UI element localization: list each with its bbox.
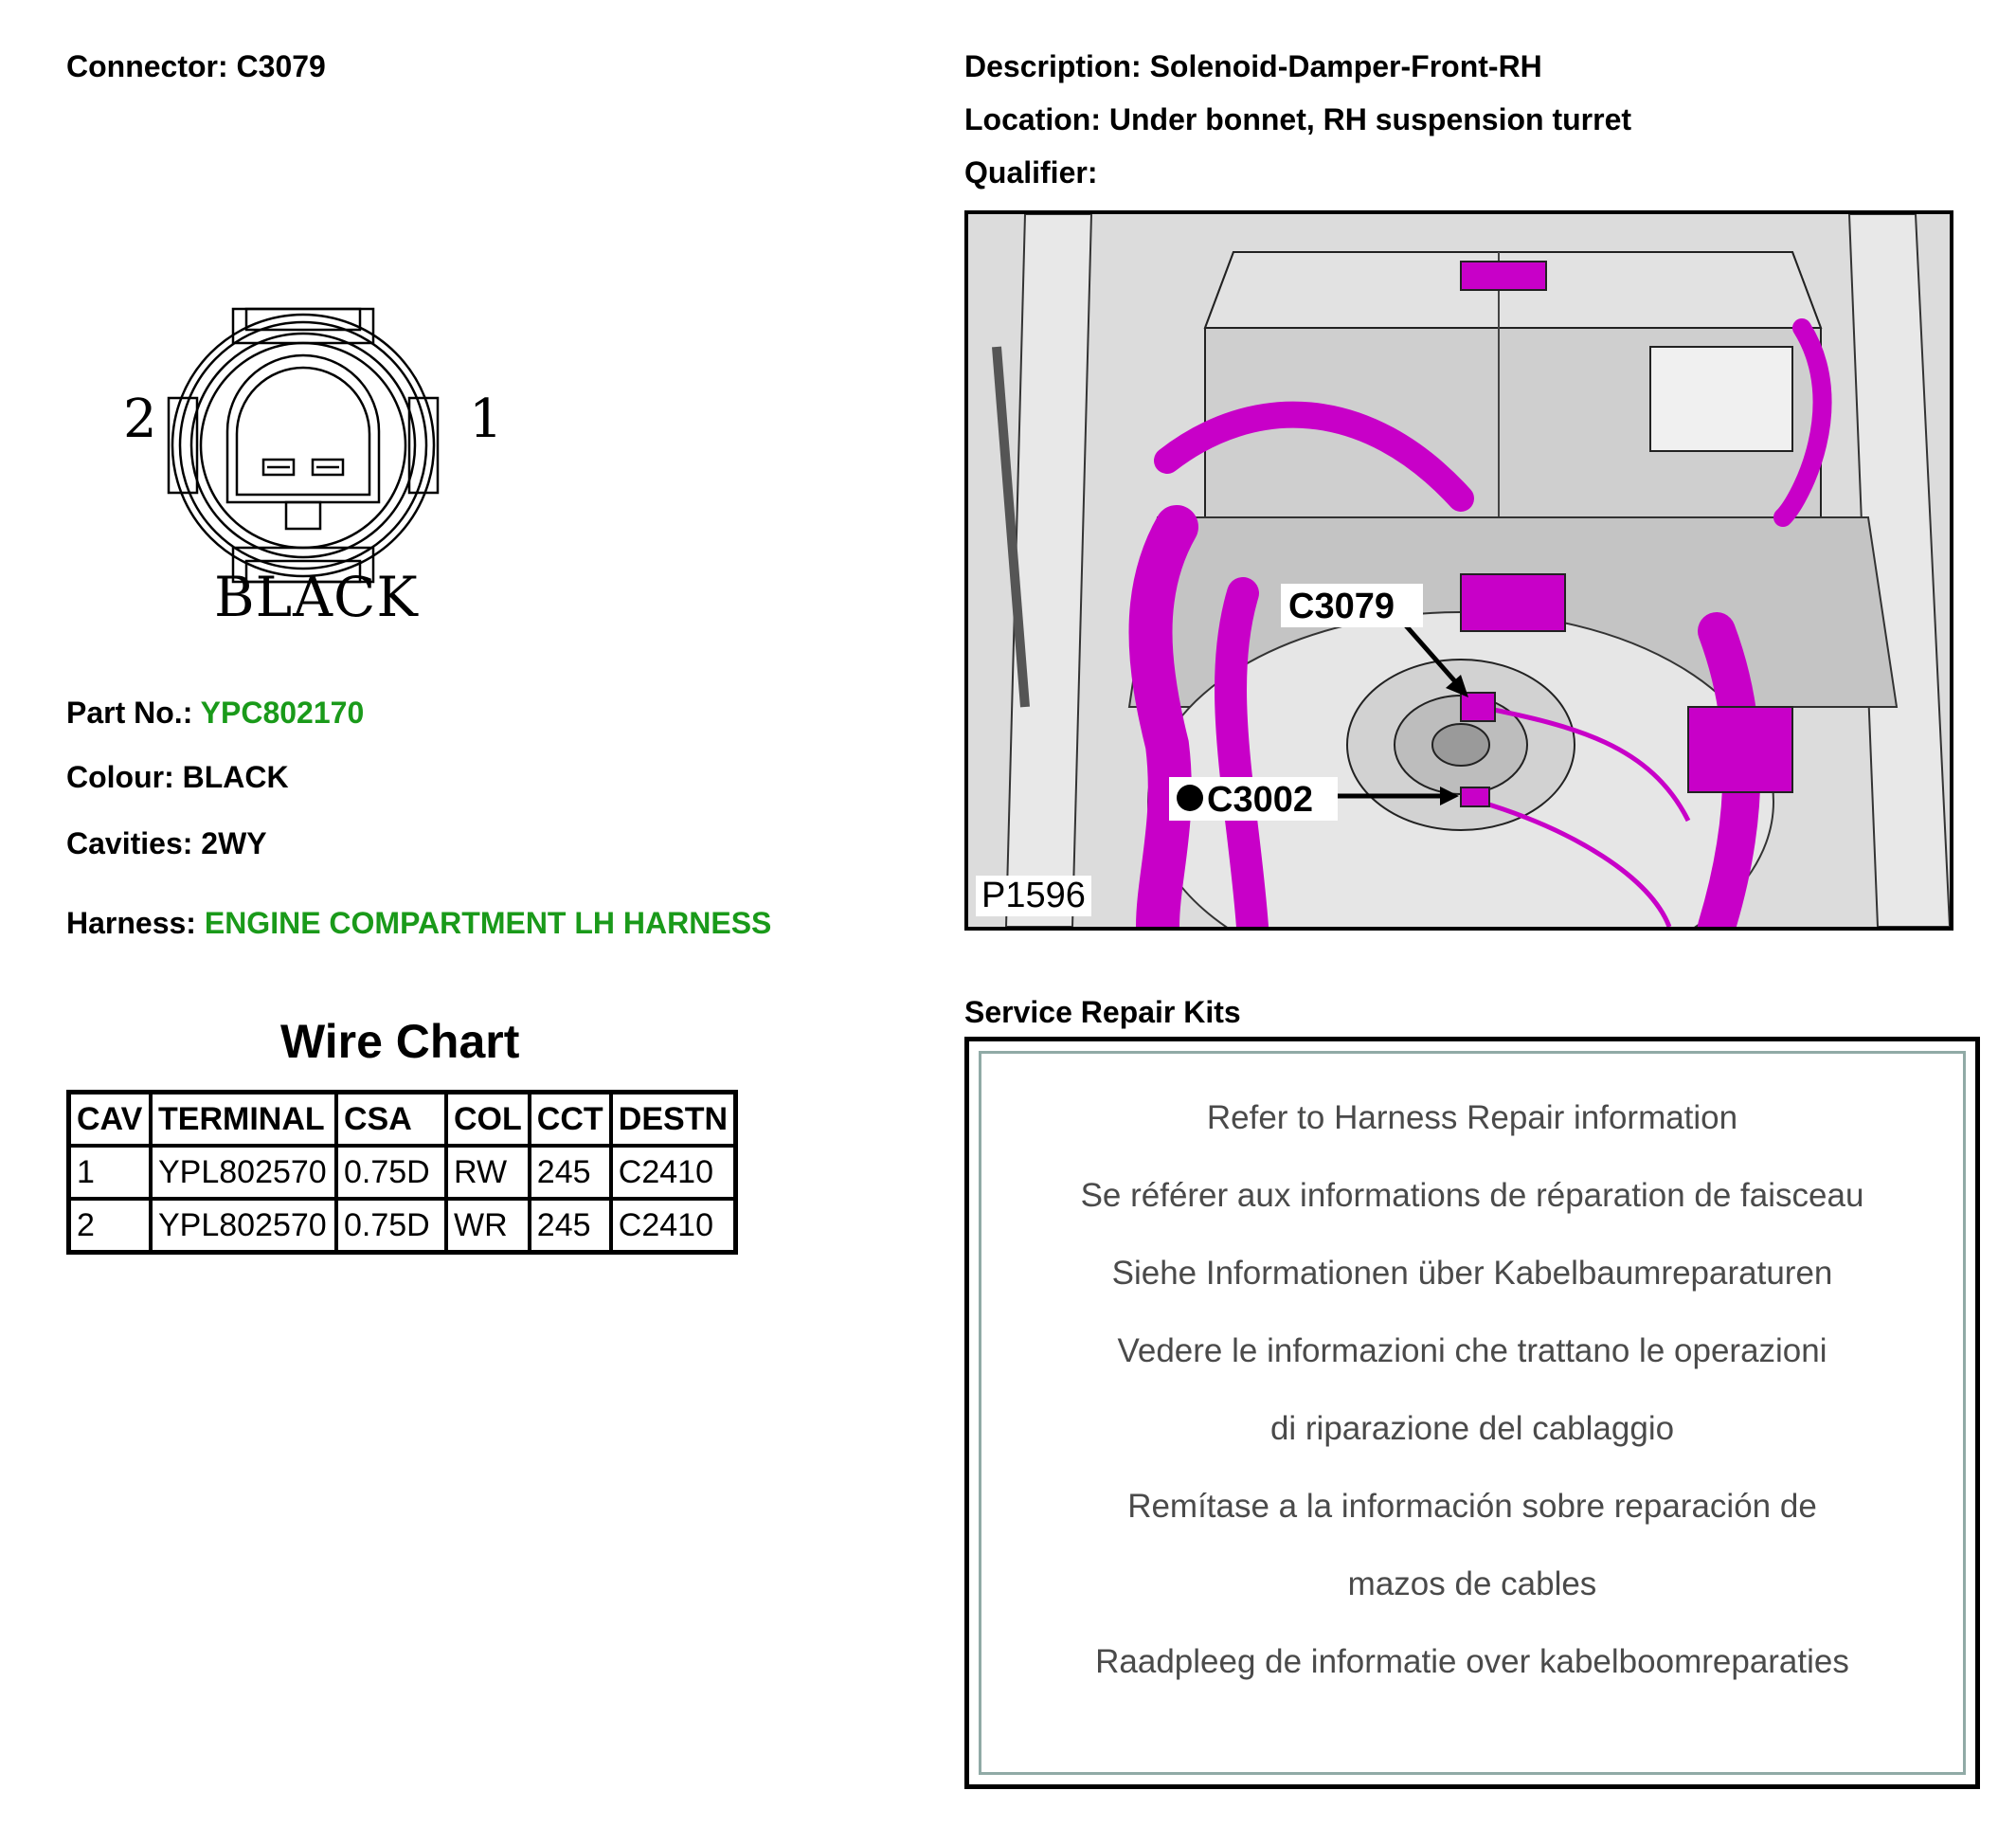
connector-colour-label: BLACK — [214, 565, 419, 629]
kit-line: Vedere le informazioni che trattano le operazioni — [1117, 1332, 1827, 1369]
header-terminal: TERMINAL — [151, 1093, 336, 1147]
kit-line: Raadpleeg de informatie over kabelboomreparaties — [1095, 1643, 1849, 1680]
pin-label-2: 2 — [123, 389, 157, 450]
colour-label: Colour: — [66, 760, 174, 794]
table-row — [69, 1199, 736, 1253]
connector-label: Connector: — [66, 49, 228, 83]
harness-label: Harness: — [66, 906, 196, 940]
harness-value: ENGINE COMPARTMENT LH HARNESS — [204, 906, 772, 940]
cavities-field — [66, 826, 267, 861]
pin-label-1: 1 — [469, 389, 503, 450]
callout-c3002: C3002 — [1207, 780, 1313, 820]
location-label: Location: — [964, 102, 1101, 136]
qualifier-label: Qualifier: — [964, 155, 1098, 190]
photo-id: P1596 — [976, 876, 1091, 916]
kit-line: mazos de cables — [1347, 1565, 1597, 1602]
kit-line: Siehe Informationen über Kabelbaumreparaturen — [1111, 1255, 1833, 1292]
part-number-field — [66, 696, 364, 731]
description-label: Description: — [964, 49, 1142, 83]
cell-cav: 1 — [69, 1146, 152, 1199]
qualifier-field — [964, 155, 1097, 190]
location-photo — [964, 210, 1953, 931]
cell-destn: C2410 — [611, 1199, 736, 1253]
colour-value: BLACK — [182, 760, 289, 794]
bullet-icon — [1177, 785, 1203, 811]
cell-col: WR — [446, 1199, 530, 1253]
cell-cct: 245 — [530, 1146, 611, 1199]
cell-cct: 245 — [530, 1199, 611, 1253]
location-field — [964, 102, 1631, 137]
header-cct: CCT — [530, 1093, 611, 1147]
service-repair-kits-box — [964, 1037, 1980, 1789]
cavities-value: 2WY — [201, 826, 267, 860]
table-header-row — [69, 1093, 736, 1147]
wire-chart-title: Wire Chart — [280, 1015, 520, 1068]
location-value: Under bonnet, RH suspension turret — [1108, 102, 1632, 136]
engine-bay-illustration — [968, 214, 1950, 927]
cell-csa: 0.75D — [336, 1199, 446, 1253]
cell-cav: 2 — [69, 1199, 152, 1253]
cell-destn: C2410 — [611, 1146, 736, 1199]
description-value: Solenoid-Damper-Front-RH — [1149, 49, 1542, 83]
part-number-value: YPC802170 — [200, 696, 365, 730]
description-field — [964, 49, 1542, 84]
cell-col: RW — [446, 1146, 530, 1199]
cell-terminal: YPL802570 — [151, 1146, 336, 1199]
kit-line: Remítase a la información sobre reparación de — [1127, 1488, 1817, 1525]
part-number-label: Part No.: — [66, 696, 193, 730]
harness-field — [66, 906, 771, 941]
cavities-label: Cavities: — [66, 826, 193, 860]
cell-csa: 0.75D — [336, 1146, 446, 1199]
service-repair-kits-title: Service Repair Kits — [964, 995, 1241, 1029]
header-destn: DESTN — [611, 1093, 736, 1147]
kit-line: di riparazione del cablaggio — [1269, 1410, 1675, 1447]
cell-terminal: YPL802570 — [151, 1199, 336, 1253]
kit-line: Se référer aux informations de réparation de faisceau — [1080, 1177, 1864, 1214]
connector-value: C3079 — [236, 49, 326, 83]
callout-c3079: C3079 — [1288, 587, 1395, 626]
kit-line: Refer to Harness Repair information — [1206, 1099, 1738, 1136]
terminal-cavities — [263, 460, 343, 475]
header-csa: CSA — [336, 1093, 446, 1147]
header-col: COL — [446, 1093, 530, 1147]
table-row — [69, 1146, 736, 1199]
colour-field — [66, 760, 289, 795]
service-repair-kits-inner — [979, 1051, 1966, 1775]
connector-field — [66, 49, 326, 84]
header-cav: CAV — [69, 1093, 152, 1147]
wire-chart-table — [66, 1090, 738, 1255]
